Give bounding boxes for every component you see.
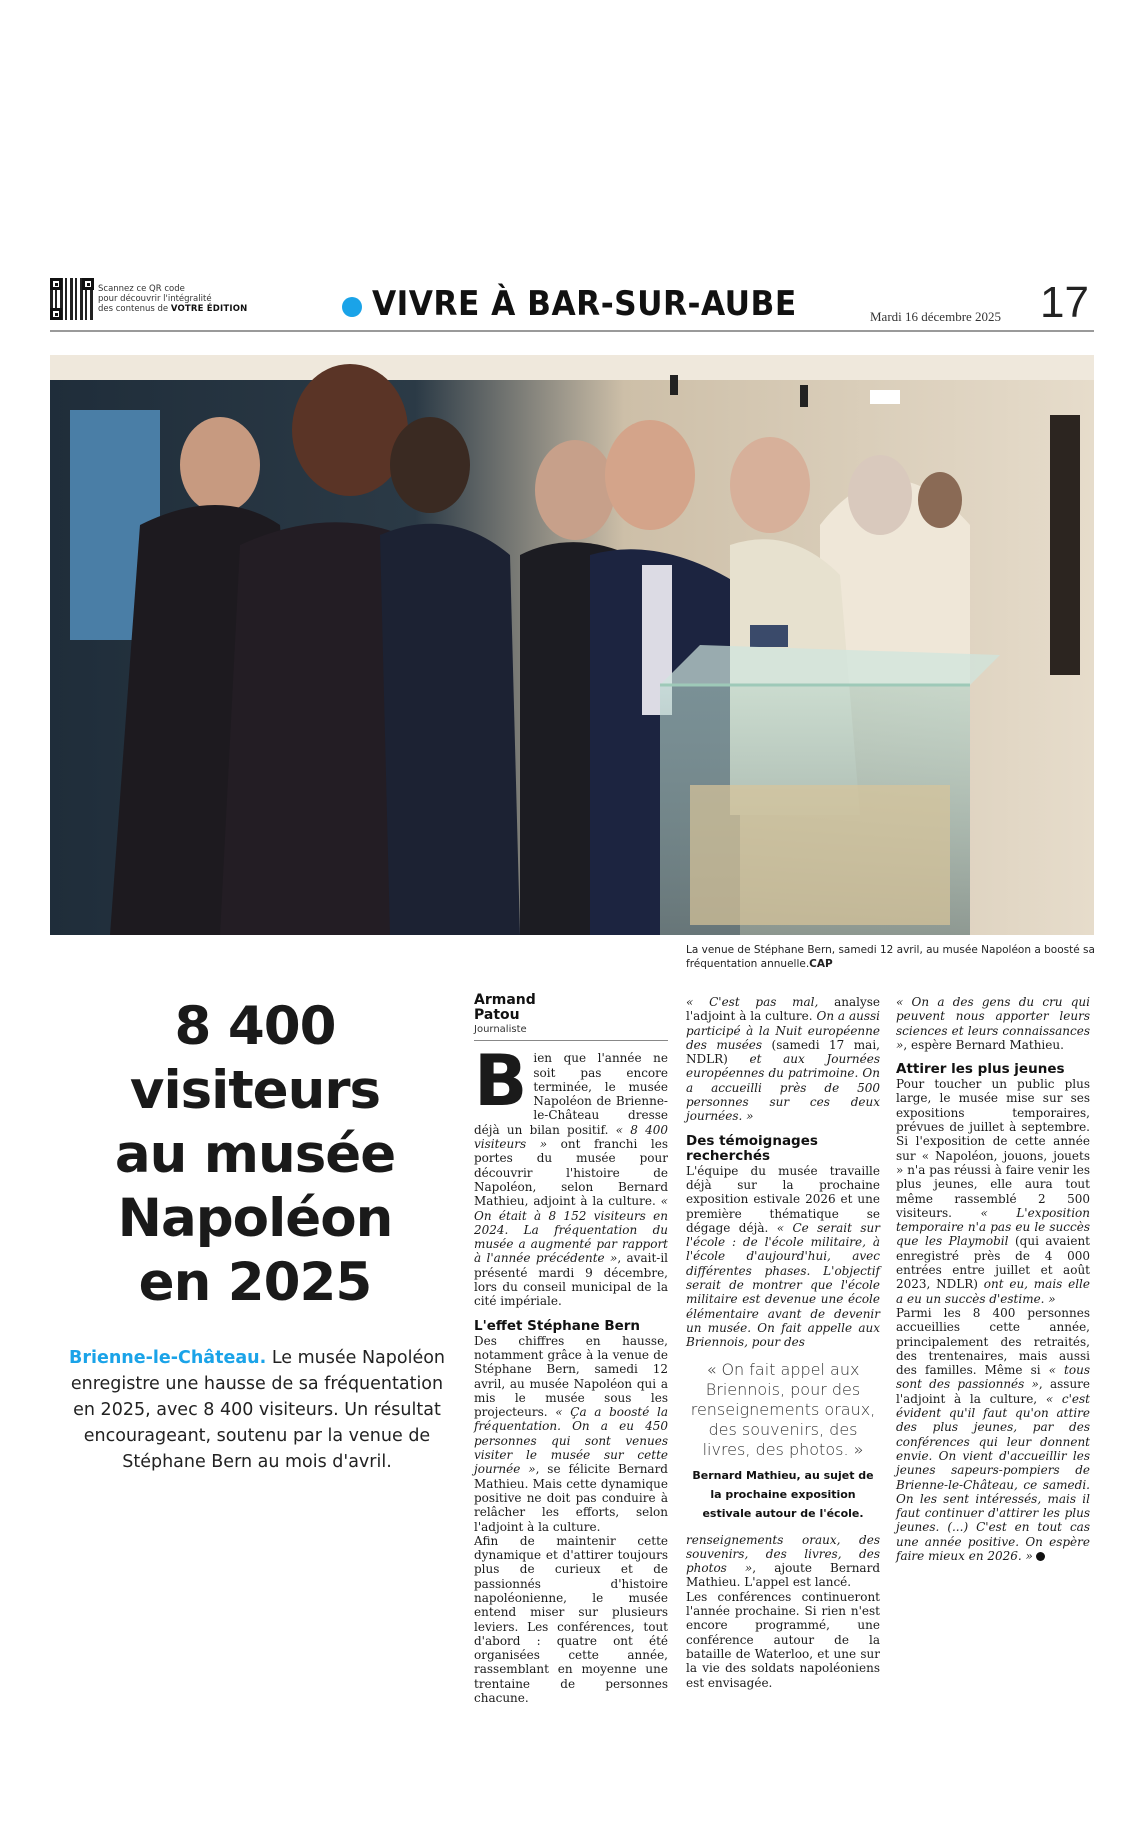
article-column-1 — [474, 993, 668, 1705]
headline-line: visiteurs — [129, 1060, 381, 1121]
quote: « Ça a boosté la fréquentation. On a eu 450 personnes qui sont venues visiter le musée sur cette journée » — [474, 1405, 668, 1477]
page-number: 17 — [1040, 278, 1089, 327]
caption-text: La venue de Stéphane Bern, samedi 12 avril, au musée Napoléon a boosté sa fréquentation annuelle. — [686, 944, 1095, 970]
article-lead — [58, 1345, 456, 1475]
page-header — [50, 276, 1094, 332]
author-first-name: Armand — [474, 992, 536, 1008]
paragraph — [896, 1077, 1090, 1306]
text: analyse l'adjoint à la culture. — [686, 995, 880, 1024]
pull-quote-attribution: Bernard Mathieu, au sujet de la prochaine exposition estivale autour de l'école. — [692, 1468, 874, 1520]
text: , avait-il présenté mardi 9 décembre, lors du conseil municipal de la cité impériale. — [474, 1251, 669, 1309]
quote: « C'est pas mal, — [686, 995, 819, 1009]
photo-credit: CAP — [809, 958, 833, 970]
photo-caption — [686, 943, 1106, 971]
text: ont franchi les portes du musée pour découvrir l'histoire de Napoléon, selon Bernard Mathieu, adjoint à la culture. — [474, 1137, 668, 1209]
qr-promo-text — [98, 284, 248, 314]
quote: « On a des gens du cru qui peuvent nous apporter leurs sciences et leurs connaissances » — [896, 995, 1090, 1052]
section-bullet-icon — [342, 297, 362, 317]
end-of-article-icon — [1036, 1552, 1045, 1561]
subheading: Attirer les plus jeunes — [896, 1061, 1065, 1078]
qr-text-line: Scannez ce QR code — [98, 284, 185, 294]
author-name — [474, 993, 668, 1023]
qr-text-line: des contenus de — [98, 304, 169, 314]
text: Des chiffres en hausse, notamment grâce à la venue de Stéphane Bern, samedi 12 avril, au musée Napoléon qui a mis le musée sous les projecteurs. — [474, 1333, 668, 1420]
headline-line: 8 400 — [174, 996, 336, 1057]
article-photo — [50, 355, 1094, 935]
paragraph — [686, 1164, 880, 1350]
paragraph — [474, 1334, 668, 1534]
text: , espère Bernard Mathieu. — [903, 1037, 1064, 1052]
subheading: L'effet Stéphane Bern — [474, 1317, 641, 1334]
text: , ajoute Bernard Mathieu. L'appel est lancé. — [686, 1561, 880, 1590]
lead-location: Brienne-le-Château. — [68, 1348, 267, 1368]
text: Afin de maintenir cette dynamique et d'attirer toujours plus de curieux et de passionnés d'histoire napoléonienne, le musée entend miser sur plusieurs leviers. Les conférences, tout d'abord : quatre ont été organisées cette année, rassemblant en moyenne une trentaine de personnes chacune. — [474, 1533, 668, 1706]
qr-code-icon[interactable] — [50, 278, 94, 320]
paragraph — [896, 995, 1090, 1052]
quote: « On était à 8 152 visiteurs en 2024. La fréquentation du musée a augmenté par rapport à l'année précédente » — [474, 1194, 668, 1266]
paragraph — [686, 1533, 880, 1590]
quote: « tous sont des passionnés » — [896, 1363, 1090, 1392]
article-column-2 — [686, 995, 880, 1690]
paragraph — [896, 1306, 1090, 1563]
subheading: Des témoignages recherchés — [686, 1132, 818, 1164]
article-headline — [60, 995, 450, 1315]
quote: « 8 400 visiteurs » — [474, 1122, 668, 1152]
quote: « Ce serait sur l'école : de l'école militaire, à l'école d'aujourd'hui, avec différentes phases. L'objectif serait de montrer que l'école militaire est devenue une école élémentaire avant de devenir un musée. On fait appelle aux Briennois, pour des — [686, 1220, 880, 1350]
section-title: VIVRE À BAR-SUR-AUBE — [372, 284, 797, 324]
text: Les conférences continueront l'année prochaine. Si rien n'est encore programmé, une conférence autour de la bataille de Waterloo, et une sur la vie des soldats napoléoniens est envisagée. — [686, 1589, 880, 1690]
lead-text: Le musée Napoléon enregistre une hausse de sa fréquentation en 2025, avec 8 400 visiteurs. Un résultat encourageant, soutenu par la venue de Stéphane Bern au mois d'avril. — [70, 1348, 446, 1472]
quote: renseignements oraux, des souvenirs, des livres, des photos » — [686, 1532, 880, 1576]
pull-quote: « On fait appel aux Briennois, pour des renseignements oraux, des souvenirs, des livres, des photos. » — [690, 1359, 876, 1459]
text: , assure l'adjoint à la culture, — [896, 1377, 1091, 1406]
quote: « L'exposition temporaire n'a pas eu le succès que les Playmobil — [896, 1205, 1090, 1249]
headline-line: en 2025 — [138, 1252, 372, 1313]
article-column-3 — [896, 995, 1090, 1563]
quote: ont eu, mais elle a eu un succès d'estime. » — [896, 1277, 1090, 1306]
text: (samedi 17 mai, NDLR) — [686, 1037, 880, 1067]
paragraph — [474, 1040, 669, 1309]
drop-cap: B — [474, 1040, 528, 1123]
headline-line: Napoléon — [117, 1188, 393, 1249]
paragraph — [686, 995, 880, 1124]
quote: On a aussi participé à la Nuit européenne des musées — [686, 1009, 881, 1052]
qr-brand: VOTRE ÉDITION — [170, 304, 248, 314]
text: (qui avaient enregistré près de 4 000 entrées entre juillet et août 2023, NDLR) — [896, 1234, 1090, 1292]
text: Parmi les 8 400 personnes accueillies cette année, principalement des retraités, des trentenaires, mais aussi des familles. Même si — [896, 1305, 1090, 1378]
quote: et aux Journées européennes du patrimoine. On a accueilli près de 500 personnes sur ces deux journées. » — [686, 1052, 880, 1124]
text: L'équipe du musée travaille déjà sur la prochaine exposition estivale 2026 et une première thématique se dégage déjà. — [686, 1163, 880, 1235]
quote: « c'est évident qu'il faut qu'on attire des plus jeunes, par des conférences qui leur donnent envie. On vient d'accueillir les jeunes sapeurs-pompiers de Brienne-le-Château, ce samedi. On les sent intéressés, mais il faut continuer d'attirer les plus jeunes. (...) C'est en tout cas une année positive. On espère faire mieux en 2026. » — [896, 1391, 1090, 1563]
text: Pour toucher un public plus large, le musée mise sur ses expositions temporaires, prévues de juillet à septembre. Si l'exposition de cette année sur « Napoléon, jouons, jouets » n'a pas réussi à faire venir les plus jeunes, elle aura tout même rassemblé 2 500 visiteurs. — [896, 1077, 1090, 1220]
paragraph — [474, 1534, 668, 1706]
qr-text-line: pour découvrir l'intégralité — [98, 294, 212, 304]
issue-date: Mardi 16 décembre 2025 — [870, 309, 1002, 324]
text: , se félicite Bernard Mathieu. Mais cette dynamique positive ne doit pas conduire à relâcher les efforts, selon l'adjoint à la culture. — [474, 1462, 668, 1534]
header-divider — [50, 330, 1094, 332]
headline-line: au musée — [114, 1124, 396, 1185]
author-role: Journaliste — [474, 1023, 668, 1041]
author-last-name: Patou — [474, 1007, 520, 1023]
paragraph — [686, 1590, 880, 1690]
text: ien que l'année ne soit pas encore terminée, le musée Napoléon de Brienne-le-Château dresse déjà un bilan positif. — [474, 1051, 668, 1137]
